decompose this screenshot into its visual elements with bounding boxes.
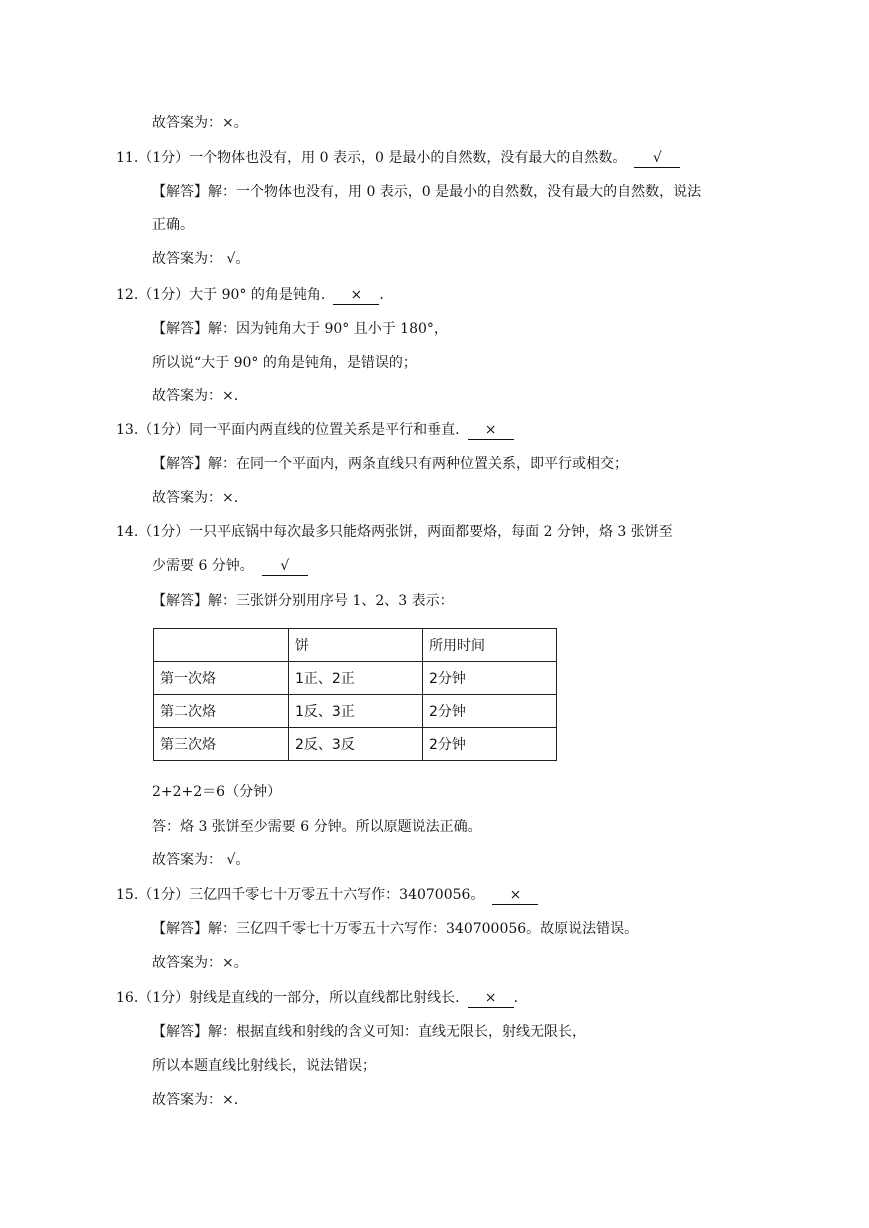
q13-result: 故答案为：×. <box>152 490 239 506</box>
q16-answer-blank: × <box>468 989 514 1008</box>
q13-text: 13.（1分）同一平面内两直线的位置关系是平行和垂直. <box>116 422 460 438</box>
table-cell: 第三次烙 <box>154 728 289 761</box>
q14-question-line2 <box>152 556 308 576</box>
q15-text: 15.（1分）三亿四千零七十万零五十六写作：34070056。 <box>116 887 485 903</box>
q16-solution-line2: 所以本题直线比射线长，说法错误； <box>152 1058 376 1074</box>
q12-result: 故答案为：×. <box>152 388 239 404</box>
q12-solution-line2: 所以说“大于 90° 的角是钝角，是错误的； <box>152 355 417 371</box>
q12-text: 12.（1分）大于 90° 的角是钝角. <box>116 287 326 303</box>
q13-question <box>116 420 514 440</box>
q15-question <box>116 885 538 905</box>
q14-calculation: 2+2+2＝6（分钟） <box>152 784 282 800</box>
q15-result: 故答案为：×。 <box>152 955 248 971</box>
table-cell: 2分钟 <box>423 728 557 761</box>
table-row <box>154 662 557 695</box>
table-cell: 第二次烙 <box>154 695 289 728</box>
q16-result: 故答案为：×. <box>152 1092 239 1108</box>
q11-answer-blank: √ <box>634 149 680 168</box>
q12-answer-blank: × <box>333 286 379 305</box>
q16-text: 16.（1分）射线是直线的一部分，所以直线都比射线长. <box>116 990 460 1006</box>
q12-question <box>116 285 384 305</box>
table-cell: 第一次烙 <box>154 662 289 695</box>
q10-result: 故答案为：×。 <box>152 115 248 131</box>
table-row <box>154 728 557 761</box>
q14-answer-blank: √ <box>262 557 308 576</box>
table-cell: 2反、3反 <box>289 728 423 761</box>
q16-question <box>116 988 518 1008</box>
q14-conclusion: 答：烙 3 张饼至少需要 6 分钟。所以原题说法正确。 <box>152 819 482 835</box>
q14-solution-line1: 【解答】解：三张饼分别用序号 1、2、3 表示： <box>152 593 454 609</box>
q16-solution-line1: 【解答】解：根据直线和射线的含义可知：直线无限长，射线无限长， <box>152 1024 586 1040</box>
q16-tail: . <box>513 990 519 1006</box>
q15-solution-line1: 【解答】解：三亿四千零七十万零五十六写作：340700056。故原说法错误。 <box>152 921 639 937</box>
table-header-cell <box>154 629 289 662</box>
table-header-row <box>154 629 557 662</box>
table-cell: 1反、3正 <box>289 695 423 728</box>
q14-result: 故答案为： √。 <box>152 852 250 868</box>
q11-solution-line1: 【解答】解：一个物体也没有，用 0 表示，0 是最小的自然数，没有最大的自然数，说法 <box>152 184 702 200</box>
table-row <box>154 695 557 728</box>
baking-schedule-table <box>153 628 557 761</box>
table-cell: 2分钟 <box>423 695 557 728</box>
q12-solution-line1: 【解答】解：因为钝角大于 90° 且小于 180°， <box>152 321 448 337</box>
q14-question-line1: 14.（1分）一只平底锅中每次最多只能烙两张饼，两面都要烙，每面 2 分钟，烙 3 张饼至 <box>116 524 673 540</box>
table-cell: 1正、2正 <box>289 662 423 695</box>
q11-question <box>116 148 680 168</box>
q11-text: 11.（1分）一个物体也没有，用 0 表示，0 是最小的自然数，没有最大的自然数。 <box>116 150 627 166</box>
q11-solution-line2: 正确。 <box>152 217 194 233</box>
q14-text2: 少需要 6 分钟。 <box>152 558 254 574</box>
q15-answer-blank: × <box>492 886 538 905</box>
q11-result: 故答案为： √。 <box>152 251 250 267</box>
q13-solution-line1: 【解答】解：在同一个平面内，两条直线只有两种位置关系，即平行或相交； <box>152 456 628 472</box>
table-header-cell: 饼 <box>289 629 423 662</box>
table-header-cell: 所用时间 <box>423 629 557 662</box>
q12-tail: . <box>379 287 384 303</box>
q13-answer-blank: × <box>468 421 514 440</box>
table-cell: 2分钟 <box>423 662 557 695</box>
